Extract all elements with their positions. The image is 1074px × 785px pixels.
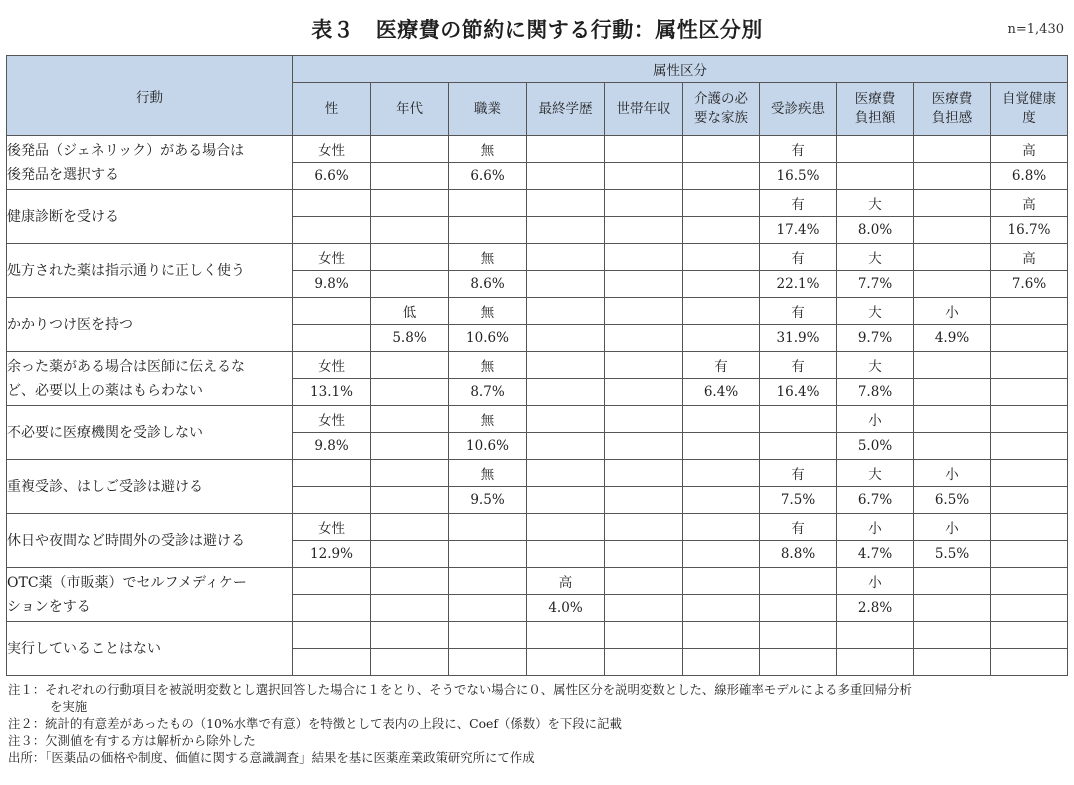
feature-cell — [371, 622, 449, 649]
text-line: 余った薬がある場合は医師に伝えるな — [7, 358, 245, 375]
coef-cell: 16.5% — [760, 163, 837, 190]
feature-cell: 小 — [914, 298, 991, 325]
column-header — [605, 83, 683, 136]
note-line: 注１：それぞれの行動項目を被説明変数とし選択回答した場合に１をとり、そうでない場合に０、属性区分を説明変数とした、線形確率モデルによる多重回帰分析 — [8, 682, 912, 697]
column-header — [371, 83, 449, 136]
feature-cell — [991, 568, 1068, 595]
coef-cell — [683, 595, 760, 622]
behavior-label — [7, 622, 293, 676]
coef-cell — [914, 271, 991, 298]
feature-cell — [527, 514, 605, 541]
coef-cell — [683, 433, 760, 460]
feature-cell — [293, 190, 371, 217]
feature-cell — [449, 190, 527, 217]
coef-cell — [371, 487, 449, 514]
coef-cell — [760, 649, 837, 676]
coef-cell — [605, 541, 683, 568]
feature-cell — [371, 460, 449, 487]
coef-cell: 9.5% — [449, 487, 527, 514]
feature-cell — [837, 622, 914, 649]
coef-cell: 6.7% — [837, 487, 914, 514]
note-line: 注３：欠測値を有する方は解析から除外した — [8, 733, 256, 748]
feature-cell — [683, 298, 760, 325]
coef-cell — [991, 433, 1068, 460]
coef-cell — [605, 487, 683, 514]
table-row-top — [7, 352, 1068, 379]
coef-cell — [449, 649, 527, 676]
feature-cell — [293, 622, 371, 649]
behavior-label — [7, 298, 293, 352]
feature-cell — [605, 622, 683, 649]
text-line: 年代 — [396, 100, 423, 117]
coef-cell: 8.0% — [837, 217, 914, 244]
coef-cell — [991, 487, 1068, 514]
coef-cell — [605, 649, 683, 676]
text-line: ど、必要以上の薬はもらわない — [7, 382, 203, 399]
coef-cell — [449, 595, 527, 622]
feature-cell — [371, 190, 449, 217]
feature-cell — [605, 136, 683, 163]
coef-cell: 5.0% — [837, 433, 914, 460]
feature-cell — [527, 352, 605, 379]
text-line: 世帯年収 — [616, 100, 671, 117]
feature-cell: 高 — [527, 568, 605, 595]
behavior-label — [7, 136, 293, 190]
coef-cell — [605, 217, 683, 244]
coef-cell: 4.0% — [527, 595, 605, 622]
feature-cell — [914, 136, 991, 163]
behavior-label — [7, 514, 293, 568]
coef-cell: 9.8% — [293, 271, 371, 298]
behavior-label — [7, 352, 293, 406]
feature-cell: 有 — [760, 298, 837, 325]
coef-cell — [293, 487, 371, 514]
behavior-header: 行動 — [7, 56, 293, 136]
coef-cell — [605, 271, 683, 298]
feature-cell — [991, 406, 1068, 433]
coef-cell — [527, 487, 605, 514]
feature-cell — [991, 622, 1068, 649]
sample-size: n=1,430 — [1007, 22, 1064, 37]
column-header — [914, 83, 991, 136]
coef-cell — [991, 595, 1068, 622]
feature-cell: 有 — [760, 190, 837, 217]
coef-cell: 12.9% — [293, 541, 371, 568]
feature-cell: 無 — [449, 244, 527, 271]
feature-cell — [371, 568, 449, 595]
coef-cell — [371, 541, 449, 568]
table-row-top — [7, 190, 1068, 217]
feature-cell: 大 — [837, 352, 914, 379]
text-line: かかりつけ医を持つ — [7, 316, 133, 333]
text-line: 後発品（ジェネリック）がある場合は — [7, 142, 245, 159]
coef-cell — [683, 649, 760, 676]
coef-cell — [527, 433, 605, 460]
text-line: 要な家族 — [694, 110, 748, 126]
feature-cell: 女性 — [293, 136, 371, 163]
feature-cell: 有 — [760, 244, 837, 271]
coef-cell: 16.4% — [760, 379, 837, 406]
behavior-label — [7, 190, 293, 244]
feature-cell: 無 — [449, 406, 527, 433]
footnotes — [8, 681, 912, 766]
feature-cell — [371, 244, 449, 271]
header-row-group — [7, 56, 1068, 83]
feature-cell — [605, 352, 683, 379]
feature-cell — [449, 514, 527, 541]
text-line: 負担感 — [931, 110, 973, 126]
feature-cell — [449, 568, 527, 595]
text-line: 医療費 — [931, 91, 973, 107]
feature-cell: 女性 — [293, 352, 371, 379]
feature-cell — [293, 568, 371, 595]
text-line: 職業 — [474, 100, 501, 117]
feature-cell — [605, 244, 683, 271]
feature-cell: 低 — [371, 298, 449, 325]
coef-cell — [914, 163, 991, 190]
coef-cell — [605, 595, 683, 622]
coef-cell: 6.6% — [449, 163, 527, 190]
feature-cell — [837, 136, 914, 163]
coef-cell — [527, 325, 605, 352]
feature-cell — [371, 514, 449, 541]
behavior-label — [7, 460, 293, 514]
coef-cell — [683, 271, 760, 298]
feature-cell: 小 — [914, 460, 991, 487]
coef-cell — [527, 271, 605, 298]
coef-cell: 8.8% — [760, 541, 837, 568]
feature-cell — [371, 136, 449, 163]
feature-cell: 有 — [683, 352, 760, 379]
note-line: を実施 — [50, 699, 88, 714]
table-row-top — [7, 298, 1068, 325]
coef-cell — [991, 541, 1068, 568]
coef-cell — [991, 325, 1068, 352]
table-row-top — [7, 568, 1068, 595]
feature-cell: 有 — [760, 460, 837, 487]
coef-cell: 13.1% — [293, 379, 371, 406]
feature-cell: 女性 — [293, 514, 371, 541]
coef-cell — [293, 217, 371, 244]
column-header — [991, 83, 1068, 136]
column-header — [837, 83, 914, 136]
text-line: 受診疾患 — [771, 100, 825, 117]
feature-cell — [293, 460, 371, 487]
feature-cell — [683, 190, 760, 217]
coef-cell: 7.5% — [760, 487, 837, 514]
coef-cell: 6.8% — [991, 163, 1068, 190]
feature-cell: 有 — [760, 514, 837, 541]
feature-cell: 有 — [760, 136, 837, 163]
feature-cell — [605, 460, 683, 487]
table-row-top — [7, 514, 1068, 541]
feature-cell — [527, 190, 605, 217]
table-row-top — [7, 622, 1068, 649]
coef-cell — [683, 541, 760, 568]
feature-cell — [991, 352, 1068, 379]
coef-cell — [527, 379, 605, 406]
coef-cell: 6.5% — [914, 487, 991, 514]
column-header — [449, 83, 527, 136]
feature-cell — [760, 568, 837, 595]
feature-cell: 高 — [991, 244, 1068, 271]
coef-cell — [605, 433, 683, 460]
coef-cell — [371, 649, 449, 676]
feature-cell: 小 — [837, 514, 914, 541]
text-line: 重複受診、はしご受診は避ける — [7, 478, 203, 495]
feature-cell — [683, 460, 760, 487]
feature-cell — [914, 352, 991, 379]
coef-cell — [293, 325, 371, 352]
text-line: 自覚健康 — [1002, 91, 1056, 107]
coef-cell — [605, 163, 683, 190]
feature-cell — [605, 190, 683, 217]
feature-cell — [605, 406, 683, 433]
feature-cell: 高 — [991, 136, 1068, 163]
coef-cell — [527, 541, 605, 568]
table-title: 表３ 医療費の節約に関する行動：属性区分別 — [311, 18, 763, 42]
text-line: 介護の必 — [694, 91, 748, 107]
feature-cell — [760, 622, 837, 649]
coef-cell — [527, 217, 605, 244]
coef-cell — [837, 163, 914, 190]
feature-cell — [527, 406, 605, 433]
feature-cell: 無 — [449, 298, 527, 325]
coef-cell: 9.8% — [293, 433, 371, 460]
coef-cell — [371, 271, 449, 298]
coef-cell — [991, 379, 1068, 406]
column-header — [527, 83, 605, 136]
text-line: ションをする — [7, 598, 91, 615]
feature-cell — [991, 514, 1068, 541]
text-line: 最終学歴 — [538, 100, 593, 117]
coef-cell — [371, 379, 449, 406]
note-line: 注２：統計的有意差があったもの（10%水準で有意）を特徴として表内の上段に、Coef（係数）を下段に記載 — [8, 716, 622, 731]
column-header — [760, 83, 837, 136]
coef-cell — [914, 217, 991, 244]
coef-cell: 16.7% — [991, 217, 1068, 244]
feature-cell — [527, 298, 605, 325]
feature-cell — [991, 298, 1068, 325]
coef-cell: 6.4% — [683, 379, 760, 406]
feature-cell — [527, 460, 605, 487]
feature-cell — [914, 406, 991, 433]
feature-cell: 小 — [914, 514, 991, 541]
text-line: 不必要に医療機関を受診しない — [7, 424, 203, 441]
feature-cell — [683, 136, 760, 163]
coef-cell: 5.8% — [371, 325, 449, 352]
coef-cell — [371, 217, 449, 244]
feature-cell — [914, 244, 991, 271]
feature-cell: 無 — [449, 136, 527, 163]
coef-cell: 31.9% — [760, 325, 837, 352]
behavior-label — [7, 406, 293, 460]
feature-cell: 高 — [991, 190, 1068, 217]
feature-cell — [914, 622, 991, 649]
feature-cell: 女性 — [293, 406, 371, 433]
feature-cell — [527, 244, 605, 271]
feature-cell — [371, 406, 449, 433]
coef-cell: 4.7% — [837, 541, 914, 568]
feature-cell — [683, 622, 760, 649]
coef-cell — [991, 649, 1068, 676]
table-row-top — [7, 406, 1068, 433]
feature-cell — [683, 514, 760, 541]
column-header — [293, 83, 371, 136]
feature-cell — [991, 460, 1068, 487]
coef-cell — [760, 433, 837, 460]
feature-cell — [605, 514, 683, 541]
text-line: 処方された薬は指示通りに正しく使う — [7, 262, 245, 279]
feature-cell: 小 — [837, 568, 914, 595]
feature-cell — [914, 568, 991, 595]
coef-cell — [914, 649, 991, 676]
feature-cell — [683, 568, 760, 595]
coef-cell: 17.4% — [760, 217, 837, 244]
feature-cell: 大 — [837, 460, 914, 487]
text-line: 度 — [1022, 110, 1036, 126]
coef-cell: 2.8% — [837, 595, 914, 622]
coef-cell: 7.6% — [991, 271, 1068, 298]
text-line: 性 — [324, 100, 339, 117]
coef-cell: 7.7% — [837, 271, 914, 298]
attribute-table — [6, 55, 1068, 676]
coef-cell — [293, 595, 371, 622]
coef-cell — [527, 163, 605, 190]
feature-cell: 女性 — [293, 244, 371, 271]
column-header — [683, 83, 760, 136]
coef-cell: 7.8% — [837, 379, 914, 406]
feature-cell — [914, 190, 991, 217]
text-line: 負担額 — [854, 110, 896, 126]
coef-cell — [449, 217, 527, 244]
coef-cell: 5.5% — [914, 541, 991, 568]
behavior-label — [7, 244, 293, 298]
behavior-label — [7, 568, 293, 622]
text-line: 医療費 — [854, 91, 896, 107]
coef-cell: 6.6% — [293, 163, 371, 190]
coef-cell — [371, 433, 449, 460]
coef-cell — [683, 325, 760, 352]
text-line: 休日や夜間など時間外の受診は避ける — [7, 532, 245, 549]
feature-cell: 有 — [760, 352, 837, 379]
table-row-top — [7, 136, 1068, 163]
coef-cell: 8.6% — [449, 271, 527, 298]
note-line: 出所：「医薬品の価格や制度、価値に関する意識調査」結果を基に医薬産業政策研究所にて作成 — [8, 750, 535, 765]
feature-cell — [683, 406, 760, 433]
coef-cell — [914, 379, 991, 406]
coef-cell: 10.6% — [449, 325, 527, 352]
table-row-top — [7, 460, 1068, 487]
feature-cell — [683, 244, 760, 271]
feature-cell: 無 — [449, 460, 527, 487]
feature-cell — [760, 406, 837, 433]
feature-cell — [293, 298, 371, 325]
coef-cell: 9.7% — [837, 325, 914, 352]
coef-cell — [449, 541, 527, 568]
coef-cell — [760, 595, 837, 622]
coef-cell — [371, 163, 449, 190]
feature-cell — [449, 622, 527, 649]
feature-cell — [527, 622, 605, 649]
coef-cell: 8.7% — [449, 379, 527, 406]
text-line: 後発品を選択する — [7, 166, 119, 183]
coef-cell — [683, 217, 760, 244]
feature-cell — [527, 136, 605, 163]
text-line: 実行していることはない — [7, 640, 161, 657]
coef-cell — [683, 163, 760, 190]
coef-cell — [914, 595, 991, 622]
coef-cell — [683, 487, 760, 514]
coef-cell — [293, 649, 371, 676]
text-line: 健康診断を受ける — [7, 208, 119, 225]
coef-cell: 4.9% — [914, 325, 991, 352]
coef-cell — [605, 379, 683, 406]
table-row-top — [7, 244, 1068, 271]
coef-cell — [527, 649, 605, 676]
coef-cell — [371, 595, 449, 622]
feature-cell: 大 — [837, 244, 914, 271]
feature-cell: 小 — [837, 406, 914, 433]
feature-cell: 無 — [449, 352, 527, 379]
text-line: OTC薬（市販薬）でセルフメディケー — [7, 574, 247, 591]
coef-cell — [605, 325, 683, 352]
feature-cell: 大 — [837, 298, 914, 325]
coef-cell: 10.6% — [449, 433, 527, 460]
coef-cell — [837, 649, 914, 676]
coef-cell: 22.1% — [760, 271, 837, 298]
feature-cell — [371, 352, 449, 379]
feature-cell — [605, 568, 683, 595]
feature-cell — [605, 298, 683, 325]
feature-cell: 大 — [837, 190, 914, 217]
attribute-group-header: 属性区分 — [293, 56, 1068, 83]
coef-cell — [914, 433, 991, 460]
